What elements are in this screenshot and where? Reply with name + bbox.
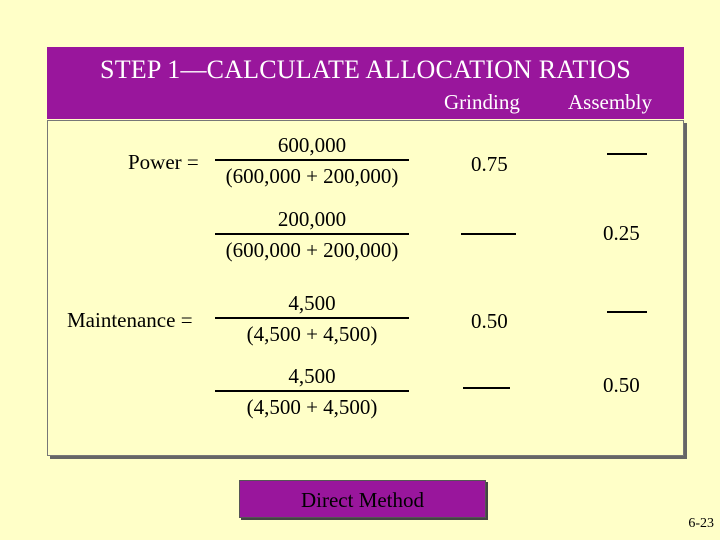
- blank-dash: [461, 233, 516, 235]
- fraction-maintenance-grinding: [215, 290, 409, 347]
- fraction-bar: [215, 317, 409, 319]
- numerator: 200,000: [277, 207, 347, 231]
- fraction-bar: [215, 233, 409, 235]
- fraction-bar: [215, 390, 409, 392]
- blank-dash: [607, 153, 647, 155]
- page-title: STEP 1—CALCULATE ALLOCATION RATIOS: [100, 55, 631, 84]
- fraction-power-grinding: [215, 132, 409, 189]
- fraction-maintenance-assembly: [215, 363, 409, 420]
- maintenance-assembly-ratio: 0.50: [603, 373, 640, 397]
- denominator: (600,000 + 200,000): [225, 238, 399, 262]
- column-header-grinding: Grinding: [444, 90, 520, 114]
- title-banner: [47, 47, 684, 119]
- fraction-bar: [215, 159, 409, 161]
- power-assembly-ratio: 0.25: [603, 221, 640, 245]
- column-header-assembly: Assembly: [568, 90, 652, 114]
- power-label: Power =: [128, 150, 199, 174]
- maintenance-label: Maintenance =: [67, 308, 193, 332]
- numerator: 600,000: [277, 133, 347, 157]
- denominator: (4,500 + 4,500): [246, 395, 378, 419]
- power-grinding-ratio: 0.75: [471, 152, 508, 176]
- numerator: 4,500: [288, 291, 336, 315]
- maintenance-grinding-ratio: 0.50: [471, 309, 508, 333]
- slide-number: 6-23: [688, 516, 714, 531]
- blank-dash: [463, 387, 510, 389]
- fraction-power-assembly: [215, 206, 409, 263]
- numerator: 4,500: [288, 364, 336, 388]
- denominator: (600,000 + 200,000): [225, 164, 399, 188]
- blank-dash: [607, 311, 647, 313]
- denominator: (4,500 + 4,500): [246, 322, 378, 346]
- direct-method-label: Direct Method: [239, 480, 486, 518]
